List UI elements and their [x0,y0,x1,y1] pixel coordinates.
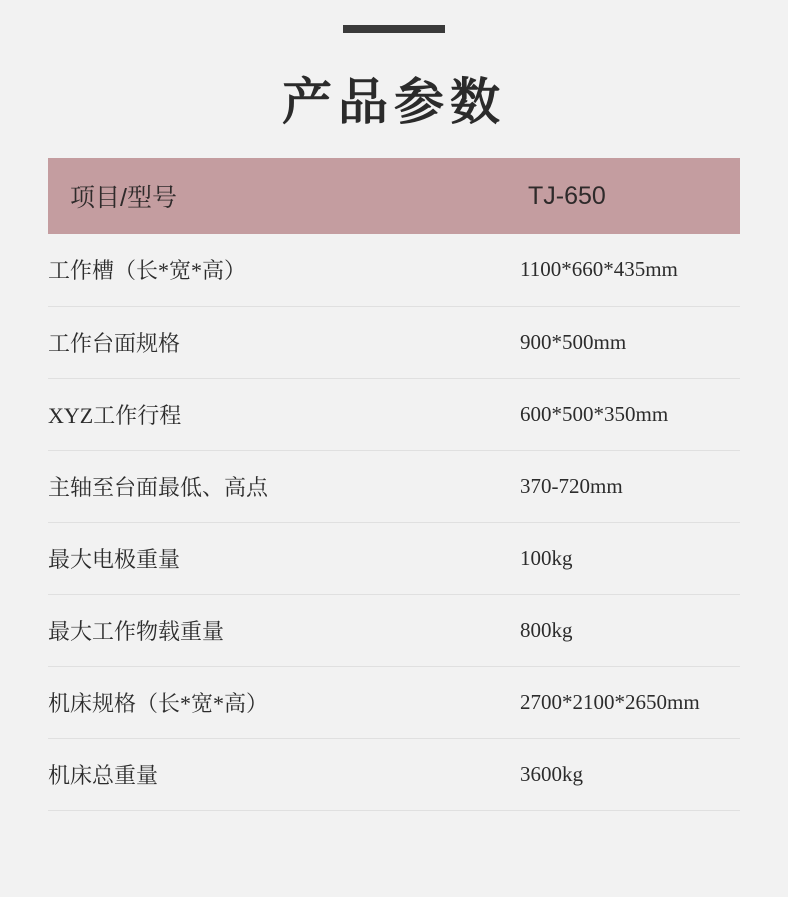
spec-value: 3600kg [520,738,740,810]
product-spec-page [0,25,788,897]
spec-value: 370-720mm [520,450,740,522]
page-title: 产品参数 [282,74,506,130]
table-row [48,450,740,522]
spec-value: 2700*2100*2650mm [520,666,740,738]
header-label-cell: 项目/型号 [48,158,520,234]
table-row [48,306,740,378]
spec-value: 100kg [520,522,740,594]
spec-value: 600*500*350mm [520,378,740,450]
spec-label: 最大电极重量 [48,522,520,594]
spec-label: 工作台面规格 [48,306,520,378]
spec-label: 机床总重量 [48,738,520,810]
spec-label: 最大工作物载重量 [48,594,520,666]
table-row [48,234,740,306]
header-value-cell: TJ-650 [520,158,740,234]
table-row [48,666,740,738]
spec-table [48,158,740,811]
spec-value: 800kg [520,594,740,666]
spec-label: 工作槽（长*宽*高） [48,234,520,306]
spec-value: 900*500mm [520,306,740,378]
table-row [48,594,740,666]
table-row [48,378,740,450]
spec-label: 机床规格（长*宽*高） [48,666,520,738]
table-row [48,738,740,810]
spec-label: 主轴至台面最低、高点 [48,450,520,522]
table-row [48,522,740,594]
spec-label: XYZ工作行程 [48,378,520,450]
spec-value: 1100*660*435mm [520,234,740,306]
title-rule-divider [343,25,445,33]
table-header-row [48,158,740,234]
